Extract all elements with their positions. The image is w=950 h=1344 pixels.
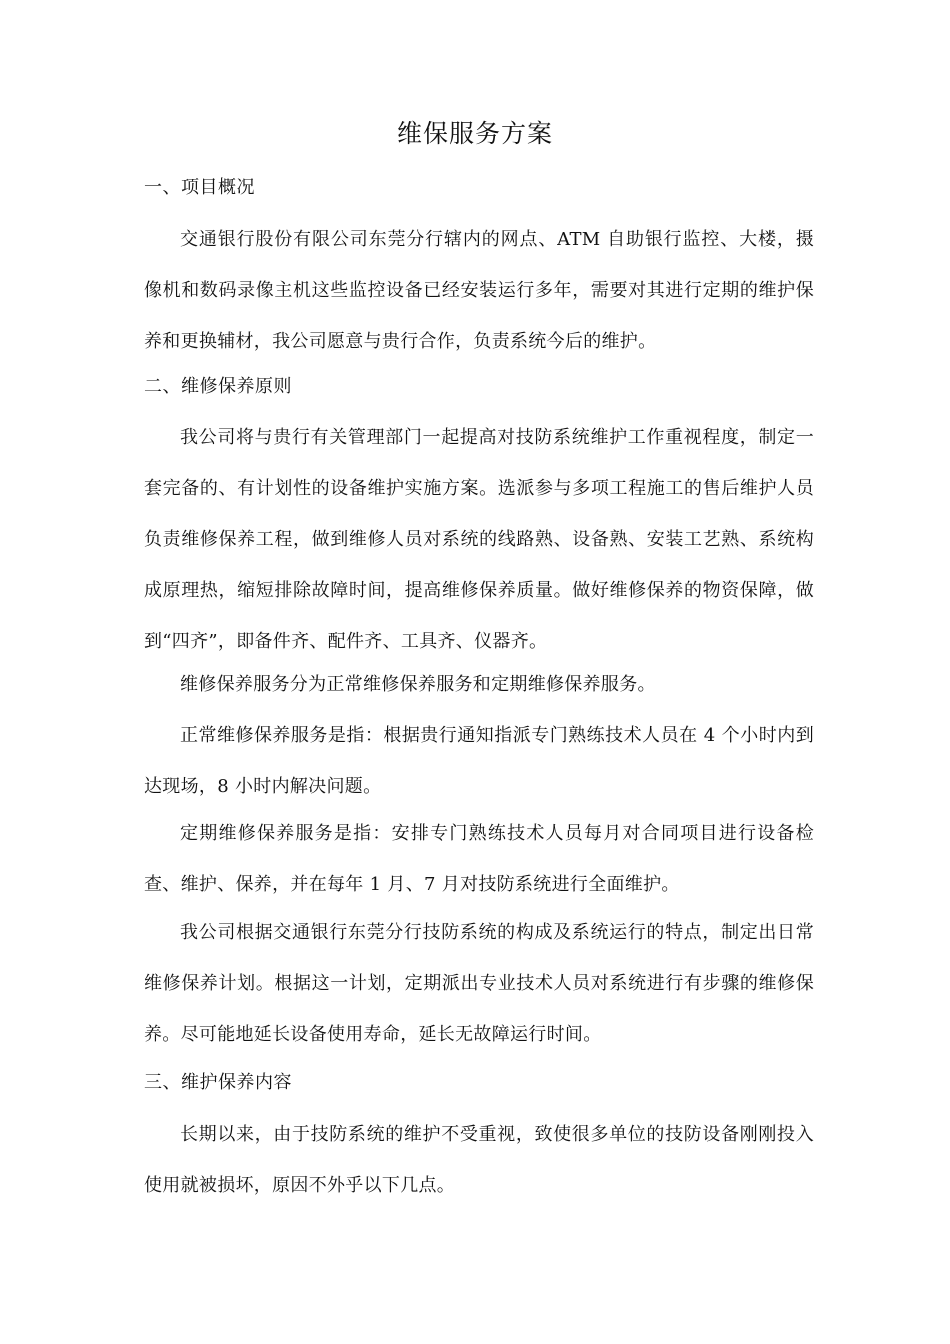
paragraph-principles-2: 维修保养服务分为正常维修保养服务和定期维修保养服务。 [180,674,656,695]
paragraph-principles-3: 正常维修保养服务是指：根据贵行通知指派专门熟练技术人员在 4 个小时内到达现场，8 小时内解决问题。 [144,725,814,797]
paragraph-content-1: 长期以来，由于技防系统的维护不受重视，致使很多单位的技防设备刚刚投入使用就被损坏，原因不外乎以下几点。 [144,1124,814,1196]
paragraph-overview: 交通银行股份有限公司东莞分行辖内的网点、ATM 自助银行监控、大楼，摄像机和数码录像主机这些监控设备已经安装运行多年，需要对其进行定期的维护保养和更换辅材，我公司愿意与贵行合作，负责系统今后的维护。 [144,229,814,352]
section-heading-content: 三、维护保养内容 [144,1072,292,1093]
paragraph-principles-1: 我公司将与贵行有关管理部门一起提高对技防系统维护工作重视程度，制定一套完备的、有计划性的设备维护实施方案。选派参与多项工程施工的售后维护人员负责维修保养工程，做到维修人员对系统的线路熟、设备熟、安装工艺熟、系统构成原理热，缩短排除故障时间，提高维修保养质量。做好维修保养的物资保障，做到“四齐”，即备件齐、配件齐、工具齐、仪器齐。 [144,427,814,652]
section-heading-overview: 一、项目概况 [144,177,255,198]
section-heading-principles: 二、维修保养原则 [144,376,292,397]
document-title: 维保服务方案 [396,119,553,148]
paragraph-principles-5: 我公司根据交通银行东莞分行技防系统的构成及系统运行的特点，制定出日常维修保养计划。根据这一计划，定期派出专业技术人员对系统进行有步骤的维修保养。尽可能地延长设备使用寿命，延长无故障运行时间。 [144,922,814,1045]
paragraph-principles-4: 定期维修保养服务是指：安排专门熟练技术人员每月对合同项目进行设备检查、维护、保养，并在每年 1 月、7 月对技防系统进行全面维护。 [144,823,814,895]
